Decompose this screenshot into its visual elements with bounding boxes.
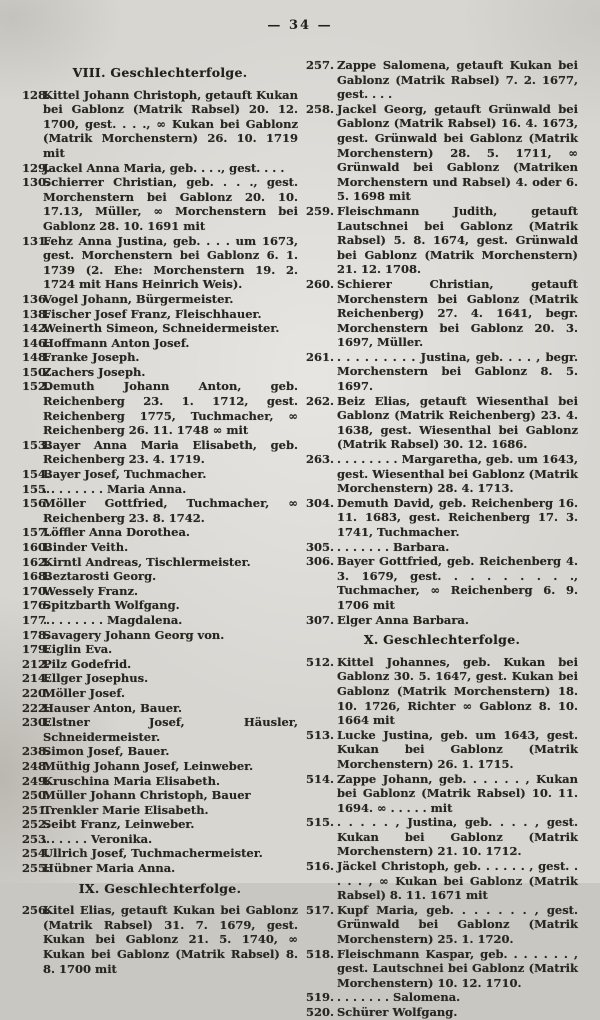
genealogy-entry — [22, 584, 298, 599]
entry-number: 263. — [306, 452, 335, 467]
entry-text: . . . . . , Justina, geb. . . . , gest. Kukan bei Gablonz (Matrik Morchenstern) 21. 10. 1712. — [337, 815, 578, 859]
genealogy-entry — [22, 161, 298, 176]
genealogy-entry — [22, 496, 298, 525]
entry-number: 519. — [306, 990, 335, 1005]
entry-text: . . . . . . . Salomena. — [337, 990, 461, 1005]
entry-number: 513. — [306, 727, 335, 742]
genealogy-entry — [22, 336, 298, 351]
genealogy-entry — [306, 1005, 578, 1020]
genealogy-entry — [306, 58, 578, 102]
genealogy-entry — [306, 204, 578, 277]
entry-text: Ellger Josephus. — [43, 671, 149, 686]
entry-text: . . . . . . . Barbara. — [337, 539, 450, 554]
entry-number: 260. — [306, 276, 335, 291]
genealogy-entry — [22, 525, 298, 540]
entry-text: Elger Anna Barbara. — [337, 612, 469, 627]
genealogy-entry — [22, 759, 298, 774]
genealogy-entry — [22, 540, 298, 555]
genealogy-entry — [306, 394, 578, 452]
genealogy-entry — [22, 628, 298, 643]
entry-text: Ullrich Josef, Tuchmachermeister. — [43, 846, 263, 861]
entry-number: 168. — [22, 569, 51, 584]
genealogy-entry — [22, 88, 298, 161]
genealogy-entry — [306, 728, 578, 772]
entry-text: Demuth Johann Anton, geb. Reichenberg 23. 1. 1712, gest. Reichenberg 1775, Tuchmacher, ∞ Reichenberg 26. 11. 1748 ∞ mit — [43, 379, 298, 438]
entry-number: 214. — [22, 671, 51, 686]
entry-text: Zappe Salomena, getauft Kukan bei Gablonz (Matrik Rabsel) 7. 2. 1677, gest. . . . — [337, 58, 578, 102]
genealogy-entry — [306, 554, 578, 612]
entry-text: Seibt Franz, Leinweber. — [43, 817, 195, 832]
entry-number: 252. — [22, 817, 51, 832]
entry-number: 251. — [22, 802, 51, 817]
entry-text: Wessely Franz. — [43, 583, 138, 598]
genealogy-entry — [22, 744, 298, 759]
left-column — [22, 60, 298, 976]
genealogy-entry — [22, 438, 298, 467]
entry-text: Demuth David, geb. Reichenberg 16. 11. 1683, gest. Reichenberg 17. 3. 1741, Tuchmacher. — [337, 495, 578, 539]
genealogy-entry — [22, 175, 298, 233]
entry-number: 212. — [22, 656, 51, 671]
genealogy-entry — [306, 859, 578, 903]
entry-text: Spitzbarth Wolfgang. — [43, 598, 180, 613]
entry-number: 130. — [22, 175, 51, 190]
entry-number: 156. — [22, 496, 51, 511]
entry-text: Bayer Gottfried, geb. Reichenberg 4. 3. 1679, gest. . . . . . . . ., Tuchmacher, ∞ Reichenberg 6. 9. 1706 mit — [337, 554, 578, 612]
genealogy-entry — [306, 990, 578, 1005]
entry-number: 516. — [306, 859, 335, 874]
entry-number: 517. — [306, 902, 335, 917]
right-column — [306, 58, 578, 1020]
entry-number: 230. — [22, 715, 51, 730]
entry-text: Zappe Johann, geb. . . . . . , Kukan bei Gablonz (Matrik Rabsel) 10. 11. 1694. ∞ . . . . . mit — [337, 771, 578, 815]
entry-text: Simon Josef, Bauer. — [43, 744, 170, 759]
entry-text: Löffler Anna Dorothea. — [43, 525, 190, 540]
genealogy-entry — [22, 861, 298, 876]
entry-number: 262. — [306, 393, 335, 408]
entry-number: 304. — [306, 495, 335, 510]
entry-text: Schierrer Christian, geb. . . ., gest. Morchenstern bei Gablonz 20. 10. 17.13, Müller, ∞ Morchenstern bei Gablonz 28. 10. 1691 mit — [43, 175, 298, 233]
genealogy-entry — [22, 613, 298, 628]
entry-text: . . . . . . . . Maria Anna. — [43, 481, 187, 496]
genealogy-entry — [22, 686, 298, 701]
entry-number: 176. — [22, 598, 51, 613]
section-heading: IX. Geschlechterfolge. — [78, 880, 242, 896]
entry-text: Kittel Johannes, geb. Kukan bei Gablonz 30. 5. 1647, gest. Kukan bei Gablonz (Matrik Morchenstern) 18. 10. 1726, Richter ∞ Gablonz 8. 10. 1664 mit — [337, 654, 578, 728]
entry-number: 146. — [22, 335, 51, 350]
genealogy-entry — [22, 642, 298, 657]
entry-number: 512. — [306, 654, 335, 669]
entry-number: 255. — [22, 861, 51, 876]
entry-number: 153. — [22, 437, 51, 452]
genealogy-entry — [306, 540, 578, 555]
entry-text: Kruschina Maria Elisabeth. — [43, 773, 220, 788]
entry-text: Lucke Justina, geb. um 1643, gest. Kukan bei Gablonz (Matrik Morchenstern) 26. 1. 1715. — [337, 727, 578, 771]
entry-text: . . . . . . Veronika. — [43, 831, 153, 846]
genealogy-entry — [22, 555, 298, 570]
genealogy-entry — [306, 772, 578, 816]
entry-text: Möller Josef. — [43, 685, 125, 700]
genealogy-entry — [306, 496, 578, 540]
entry-number: 258. — [306, 101, 335, 116]
genealogy-entry — [22, 350, 298, 365]
entry-text: Hauser Anton, Bauer. — [43, 700, 183, 715]
entry-text: Franke Joseph. — [43, 350, 140, 365]
entry-text: Zachers Joseph. — [43, 364, 146, 379]
entry-number: 305. — [306, 539, 335, 554]
entry-text: Kirntl Andreas, Tischlermeister. — [43, 554, 251, 569]
section-heading: X. Geschlechterfolge. — [363, 632, 521, 648]
entry-number: 220. — [22, 685, 51, 700]
entry-number: 514. — [306, 771, 335, 786]
genealogy-entry — [22, 671, 298, 686]
entry-text: Fleischmann Judith, getauft Lautschnei bei Gablonz (Matrik Rabsel) 5. 8. 1674, gest. Grünwald bei Gablonz (Matrik Morchenstern) 21. 12. 1708. — [337, 203, 578, 277]
entry-text: . . . . . . . . Margaretha, geb. um 1643, gest. Wiesenthal bei Gablonz (Matrik Morchenstern) 28. 4. 1713. — [337, 452, 578, 496]
entry-number: 306. — [306, 554, 335, 569]
entry-text: Bayer Anna Maria Elisabeth, geb. Reichenberg 23. 4. 1719. — [43, 437, 298, 467]
entry-number: 257. — [306, 58, 335, 72]
genealogy-entry — [306, 102, 578, 204]
genealogy-entry — [306, 277, 578, 350]
entry-text: Hoffmann Anton Josef. — [43, 335, 190, 350]
entry-number: 157. — [22, 525, 51, 540]
genealogy-entry — [306, 903, 578, 947]
genealogy-entry — [306, 947, 578, 991]
entry-text: Möller Gottfried, Tuchmacher, ∞ Reichenberg 23. 8. 1742. — [43, 496, 298, 525]
entry-number: 131. — [22, 233, 51, 248]
entry-text: Beztarosti Georg. — [43, 569, 157, 584]
entry-number: 178. — [22, 627, 51, 642]
entry-number: 307. — [306, 612, 335, 627]
entry-text: Savagery Johann Georg von. — [43, 627, 225, 642]
entry-text: Jackel Georg, getauft Grünwald bei Gablonz (Matrik Rabsel) 16. 4. 1673, gest. Grünwald bei Gablonz (Matrik Morchenstern) 28. 5. 1711, ∞ Grünwald bei Gablonz (Matriken Morchenstern und Rabsel) 4. oder 6. 5. 1698 mit — [337, 101, 578, 204]
entry-number: 142. — [22, 321, 51, 336]
entry-text: Kittel Johann Christoph, getauft Kukan bei Gablonz (Matrik Rabsel) 20. 12. 1700, gest. . . ., ∞ Kukan bei Gablonz (Matrik Morchenstern) 26. 10. 1719 mit — [43, 87, 298, 160]
entry-text: Eiglin Eva. — [43, 642, 113, 657]
entry-text: Trenkler Marie Elisabeth. — [43, 802, 209, 817]
section-heading: VIII. Geschlechterfolge. — [72, 65, 248, 80]
entry-text: Schierer Christian, getauft Morchenstern bei Gablonz (Matrik Reichenberg) 27. 4. 1641, begr. Morchenstern bei Gablonz 20. 3. 1697, Müller. — [337, 276, 578, 350]
genealogy-entry — [306, 815, 578, 859]
genealogy-entry — [22, 803, 298, 818]
entry-number: 254. — [22, 846, 51, 861]
entry-number: 162. — [22, 554, 51, 569]
entry-text: Binder Veith. — [43, 540, 129, 554]
entry-text: . . . . . . . . . Justina, geb. . . . , begr. Morchenstern bei Gablonz 8. 5. 1697. — [337, 349, 578, 394]
page-number-header: — 34 — — [267, 18, 333, 33]
genealogy-entry — [22, 832, 298, 847]
entry-number: 148. — [22, 350, 51, 365]
entry-text: Jackel Anna Maria, geb. . . ., gest. . . . — [43, 160, 285, 175]
entry-text: Elstner Josef, Häusler, Schneidermeister. — [43, 715, 298, 744]
entry-number: 249. — [22, 773, 51, 788]
genealogy-entry — [22, 467, 298, 482]
genealogy-entry — [22, 701, 298, 716]
entry-text: Weinerth Simeon, Schneidermeister. — [43, 321, 280, 336]
genealogy-entry — [22, 657, 298, 672]
entry-text: Fischer Josef Franz, Fleischhauer. — [43, 306, 262, 321]
entry-number: 238. — [22, 744, 51, 759]
entry-text: Fleischmann Kaspar, geb. . . . . . . , gest. Lautschnei bei Gablonz (Matrik Morchenstern) 10. 12. 1710. — [337, 946, 578, 990]
genealogy-entry — [22, 903, 298, 976]
entry-number: 259. — [306, 203, 335, 218]
entry-number: 129. — [22, 160, 51, 175]
entry-text: . . . . . . . . Magdalena. — [43, 612, 183, 627]
genealogy-entry — [306, 613, 578, 628]
genealogy-entry — [22, 307, 298, 322]
entry-number: 520. — [306, 1005, 335, 1019]
entry-number: 515. — [306, 815, 335, 830]
entry-text: Kitel Elias, getauft Kukan bei Gablonz (Matrik Rabsel) 31. 7. 1679, gest. Kukan bei Gablonz 21. 5. 1740, ∞ Kukan bei Gablonz (Matrik Rabsel) 8. 8. 1700 mit — [43, 903, 298, 976]
entry-number: 256. — [22, 903, 51, 918]
entry-number: 152. — [22, 379, 51, 394]
entry-number: 150. — [22, 364, 51, 379]
genealogy-entry — [22, 817, 298, 832]
genealogy-entry — [22, 788, 298, 803]
entry-number: 253. — [22, 831, 51, 846]
entry-number: 170. — [22, 583, 51, 598]
genealogy-entry — [22, 569, 298, 584]
genealogy-entry — [22, 598, 298, 613]
entry-number: 261. — [306, 349, 335, 364]
entry-number: 179. — [22, 642, 51, 657]
genealogy-entry — [22, 482, 298, 497]
entry-text: Jäckel Christoph, geb. . . . . . , gest. . . . . , ∞ Kukan bei Gablonz (Matrik Rabsel) 8. 11. 1671 mit — [337, 859, 578, 903]
entry-number: 155. — [22, 481, 51, 496]
entry-number: 138. — [22, 306, 51, 321]
genealogy-entry — [306, 655, 578, 728]
entry-number: 250. — [22, 788, 51, 803]
entry-number: 160. — [22, 540, 51, 554]
entry-number: 154. — [22, 467, 51, 482]
entry-number: 248. — [22, 758, 51, 773]
genealogy-entry — [306, 452, 578, 496]
entry-text: Fehz Anna Justina, geb. . . . um 1673, gest. Morchenstern bei Gablonz 6. 1. 1739 (2. Ehe: Morchenstern 19. 2. 1724 mit Hans Heinrich Weis). — [43, 233, 298, 292]
genealogy-entry — [22, 846, 298, 861]
entry-text: Kupf Maria, geb. . . . . . . , gest. Grünwald bei Gablonz (Matrik Morchenstern) 25. 1. 1720. — [337, 902, 578, 947]
entry-text: Bayer Josef, Tuchmacher. — [43, 467, 207, 482]
genealogy-entry — [22, 715, 298, 744]
entry-number: 177. — [22, 612, 51, 627]
genealogy-entry — [22, 292, 298, 307]
entry-number: 518. — [306, 946, 335, 961]
entry-number: 222. — [22, 700, 51, 715]
genealogy-entry — [22, 321, 298, 336]
genealogy-entry — [22, 379, 298, 437]
entry-text: Schürer Wolfgang. — [337, 1005, 458, 1019]
entry-text: Pilz Godefrid. — [43, 656, 132, 671]
entry-text: Hübner Maria Anna. — [43, 861, 176, 876]
genealogy-entry — [22, 234, 298, 292]
genealogy-entry — [22, 365, 298, 380]
entry-number: 136. — [22, 291, 51, 306]
genealogy-entry — [22, 774, 298, 789]
entry-text: Müller Johann Christoph, Bauer — [43, 788, 251, 803]
entry-text: Beiz Elias, getauft Wiesenthal bei Gablonz (Matrik Reichenberg) 23. 4. 1638, gest. Wiesenthal bei Gablonz (Matrik Rabsel) 30. 12. 1686. — [337, 393, 578, 452]
entry-text: Müthig Johann Josef, Leinweber. — [43, 758, 254, 773]
entry-text: Vogel Johann, Bürgermeister. — [43, 291, 234, 306]
entry-number: 128. — [22, 87, 51, 102]
genealogy-entry — [306, 350, 578, 394]
